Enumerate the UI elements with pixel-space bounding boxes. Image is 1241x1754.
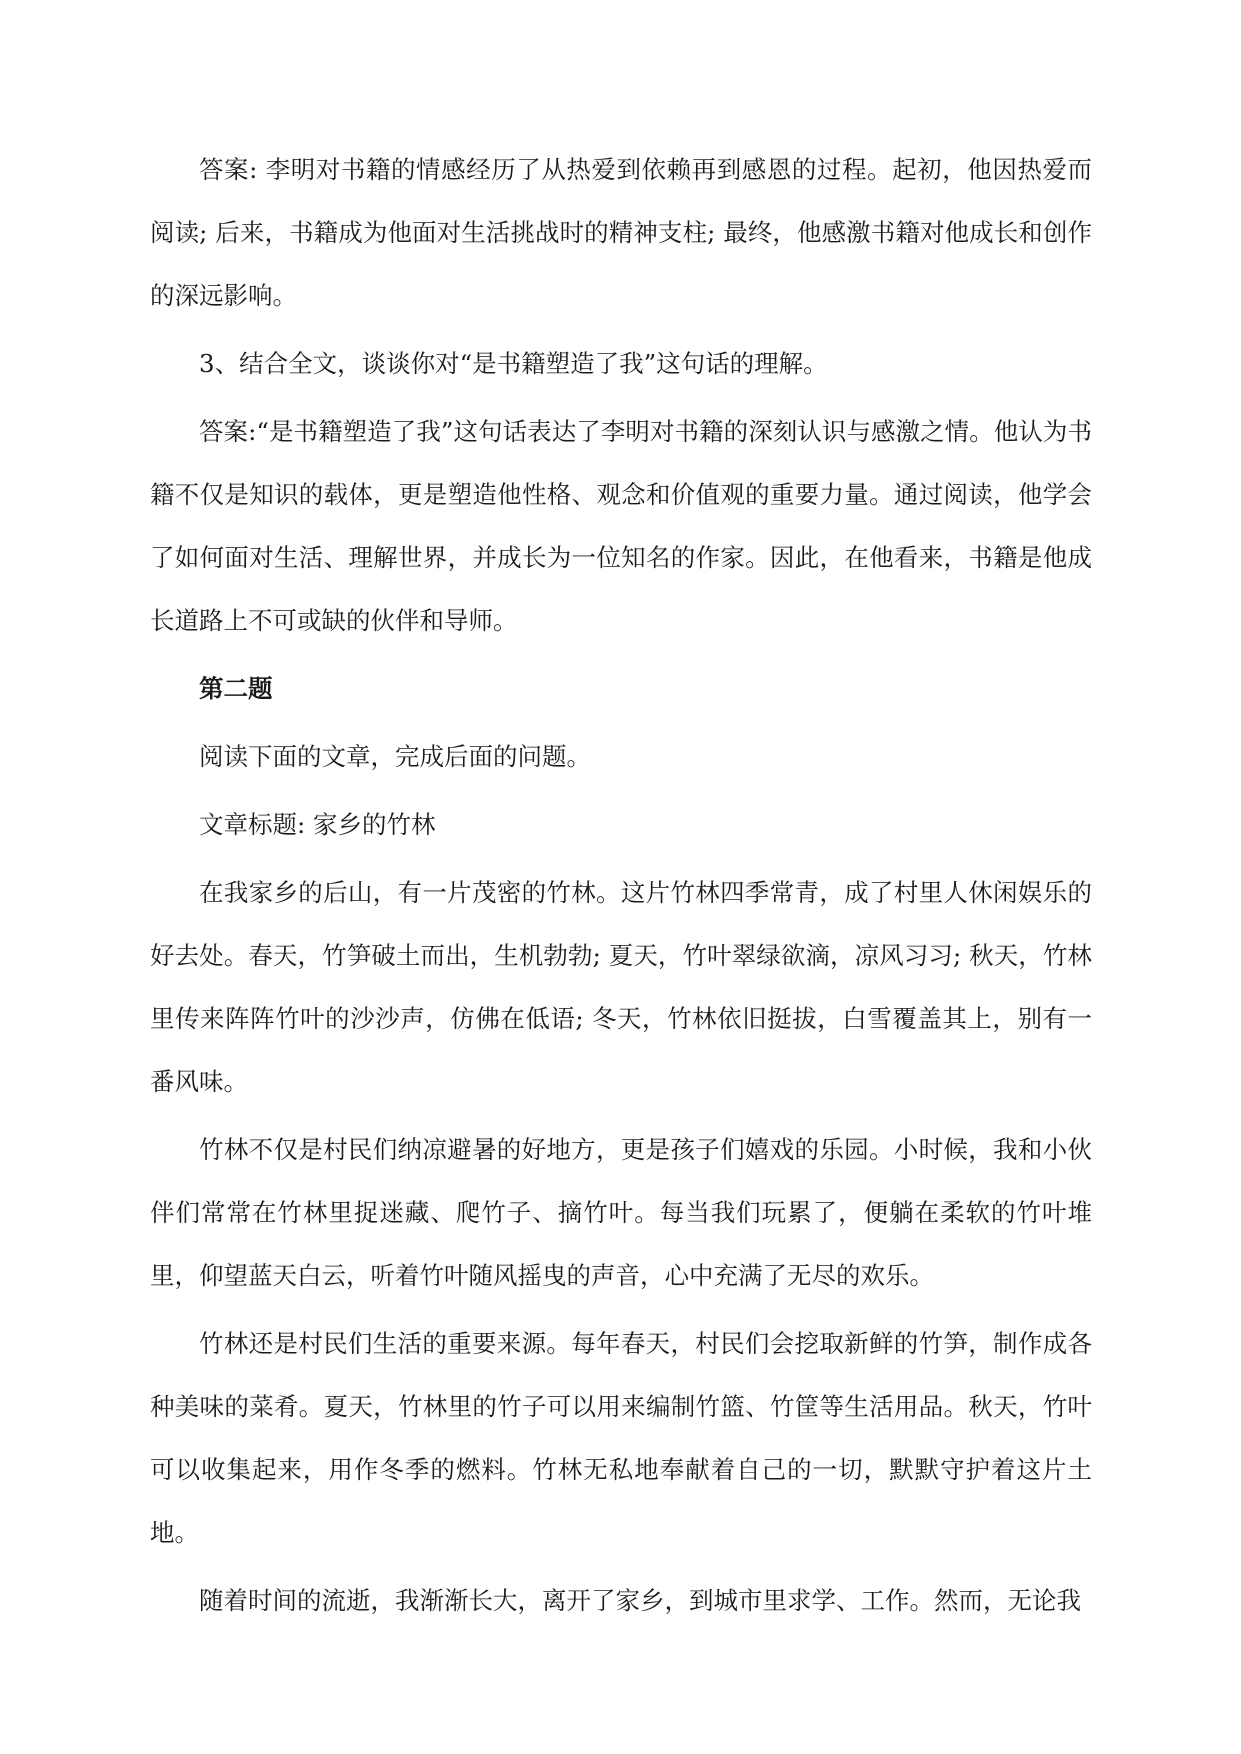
- answer-paragraph-3: 答案:“是书籍塑造了我”这句话表达了李明对书籍的深刻认识与感激之情。他认为书籍不仅是知识的载体，更是塑造他性格、观念和价值观的重要力量。通过阅读，他学会了如何面对生活、理解世界，并成长为一位知名的作家。因此，在他看来，书籍是他成长道路上不可或缺的伙伴和导师。: [150, 417, 1092, 635]
- document-body: [150, 138, 1092, 1632]
- article-paragraph: 在我家乡的后山，有一片茂密的竹林。这片竹林四季常青，成了村里人休闲娱乐的好去处。春天，竹笋破土而出，生机勃勃; 夏天，竹叶翠绿欲滴，凉风习习; 秋天，竹林里传来阵阵竹叶的沙沙声，仿佛在低语; 冬天，竹林依旧挺拔，白雪覆盖其上，别有一番风味。: [150, 878, 1092, 1096]
- section-heading: 第二题: [199, 674, 273, 703]
- article-paragraph: 随着时间的流逝，我渐渐长大，离开了家乡，到城市里求学、工作。然而，无论我: [199, 1586, 1081, 1615]
- article-title: 文章标题: 家乡的竹林: [199, 810, 436, 839]
- article-paragraph: 竹林还是村民们生活的重要来源。每年春天，村民们会挖取新鲜的竹笋，制作成各种美味的菜肴。夏天，竹林里的竹子可以用来编制竹篮、竹筐等生活用品。秋天，竹叶可以收集起来，用作冬季的燃料。竹林无私地奉献着自己的一切，默默守护着这片土地。: [150, 1329, 1092, 1547]
- question-3: 3、结合全文，谈谈你对“是书籍塑造了我”这句话的理解。: [199, 349, 828, 378]
- instruction-text: 阅读下面的文章，完成后面的问题。: [199, 742, 591, 771]
- answer-paragraph-2: 答案: 李明对书籍的情感经历了从热爱到依赖再到感恩的过程。起初，他因热爱而阅读; 后来，书籍成为他面对生活挑战时的精神支柱; 最终，他感激书籍对他成长和创作的深远影响。: [150, 155, 1092, 310]
- article-paragraph: 竹林不仅是村民们纳凉避暑的好地方，更是孩子们嬉戏的乐园。小时候，我和小伙伴们常常在竹林里捉迷藏、爬竹子、摘竹叶。每当我们玩累了，便躺在柔软的竹叶堆里，仰望蓝天白云，听着竹叶随风摇曳的声音，心中充满了无尽的欢乐。: [150, 1135, 1092, 1290]
